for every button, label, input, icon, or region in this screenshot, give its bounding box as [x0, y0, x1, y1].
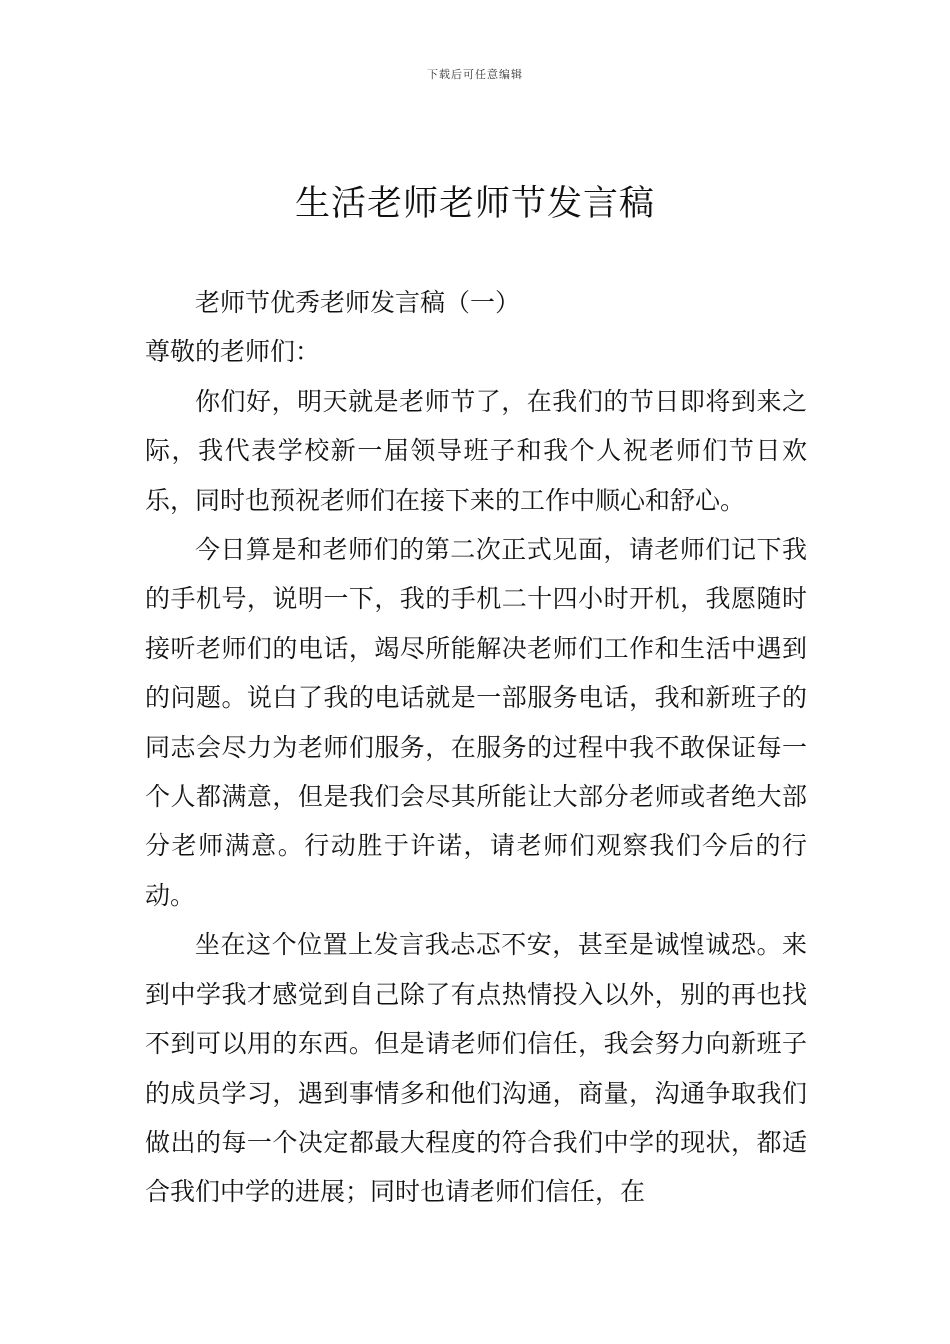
document-body [145, 278, 807, 1217]
paragraph-1: 你们好，明天就是老师节了，在我们的节日即将到来之际，我代表学校新一届领导班子和我个人祝老师们节日欢乐，同时也预祝老师们在接下来的工作中顺心和舒心。 [145, 386, 807, 515]
header-note: 下载后可任意编辑 [427, 68, 523, 81]
salutation: 尊敬的老师们： [145, 337, 321, 367]
paragraph-2: 今日算是和老师们的第二次正式见面，请老师们记下我的手机号，说明一下，我的手机二十四小时开机，我愿随时接听老师们的电话，竭尽所能解决老师们工作和生活中遇到的问题。说白了我的电话就是一部服务电话，我和新班子的同志会尽力为老师们服务，在服务的过程中我不敢保证每一个人都满意，但是我们会尽其所能让大部分老师或者绝大部分老师满意。行动胜于许诺，请老师们观察我们今后的行动。 [145, 535, 807, 910]
document-title: 生活老师老师节发言稿 [294, 184, 655, 224]
paragraph-3: 坐在这个位置上发言我忐忑不安，甚至是诚惶诚恐。来到中学我才感觉到自己除了有点热情投入以外，别的再也找不到可以用的东西。但是请老师们信任，我会努力向新班子的成员学习，遇到事情多和他们沟通，商量，沟通争取我们做出的每一个决定都最大程度的符合我们中学的现状，都适合我们中学的进展；同时也请老师们信任，在 [145, 930, 807, 1207]
document-subtitle: 老师节优秀老师发言稿（一） [195, 288, 521, 317]
